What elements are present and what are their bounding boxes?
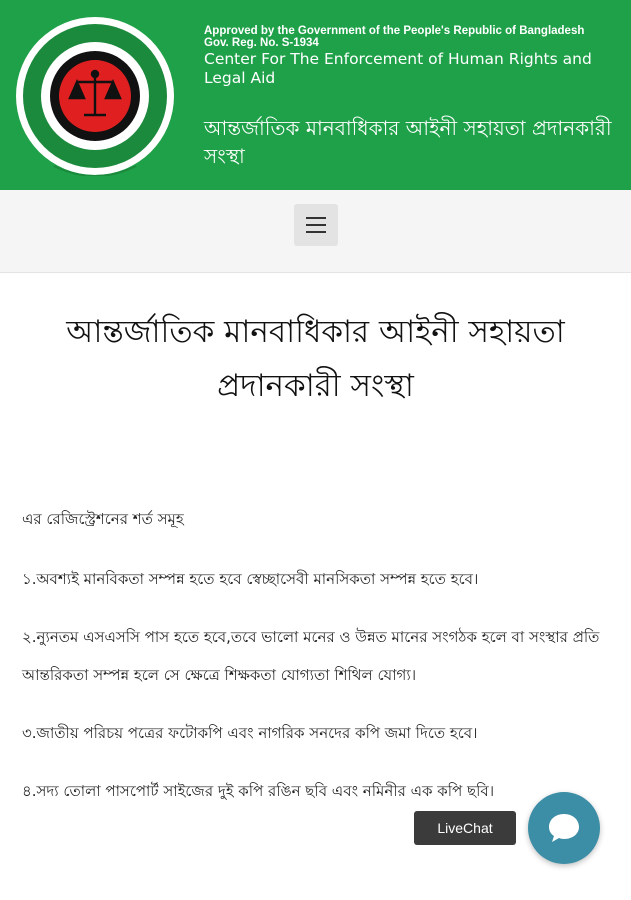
- registration-number: Gov. Reg. No. S-1934: [204, 37, 319, 49]
- page-title: আন্তর্জাতিক মানবাধিকার আইনী সহায়তা প্রদানকারী সংস্থা: [66, 314, 565, 404]
- government-approval: [204, 25, 624, 49]
- registration-conditions: [22, 500, 618, 830]
- approval-line: Approved by the Government of the People's Republic of Bangladesh: [204, 25, 585, 37]
- conditions-intro: এর রেজিস্ট্রেশনের শর্ত সমূহ: [22, 510, 184, 528]
- navigation-bar: [0, 190, 631, 273]
- menu-toggle-button[interactable]: [294, 204, 338, 246]
- organization-name-bengali: আন্তর্জাতিক মানবাধিকার আইনী সহায়তা প্রদানকারী সংস্থা: [204, 116, 612, 168]
- livechat-label[interactable]: LiveChat: [414, 811, 516, 845]
- condition-item: ২.ন্যুনতম এসএসসি পাস হতে হবে,তবে ভালো মনের ও উন্নত মানের সংগঠক হলে বা সংস্থার প্রতি আন্তরিকতা সম্পন্ন হলে সে ক্ষেত্রে শিক্ষকতা যোগ্যতা শিথিল যোগ্য।: [22, 628, 600, 684]
- organization-logo[interactable]: [14, 16, 176, 176]
- condition-item: ১.অবশ্যই মানবিকতা সম্পন্ন হতে হবে স্বেচ্ছাসেবী মানসিকতা সম্পন্ন হতে হবে।: [22, 570, 479, 588]
- livechat-button[interactable]: [528, 792, 600, 864]
- condition-item: ৪.সদ্য তোলা পাসপোর্ট সাইজের দুই কপি রঙিন ছবি এবং নমিনীর এক কপি ছবি।: [22, 782, 495, 800]
- site-header: [0, 0, 631, 190]
- chat-bubble-icon: [546, 811, 582, 845]
- condition-item: ৩.জাতীয় পরিচয় পত্রের ফটোকপি এবং নাগরিক সনদের কপি জমা দিতে হবে।: [22, 724, 478, 742]
- organization-name-english: Center For The Enforcement of Human Rights and Legal Aid: [204, 50, 592, 87]
